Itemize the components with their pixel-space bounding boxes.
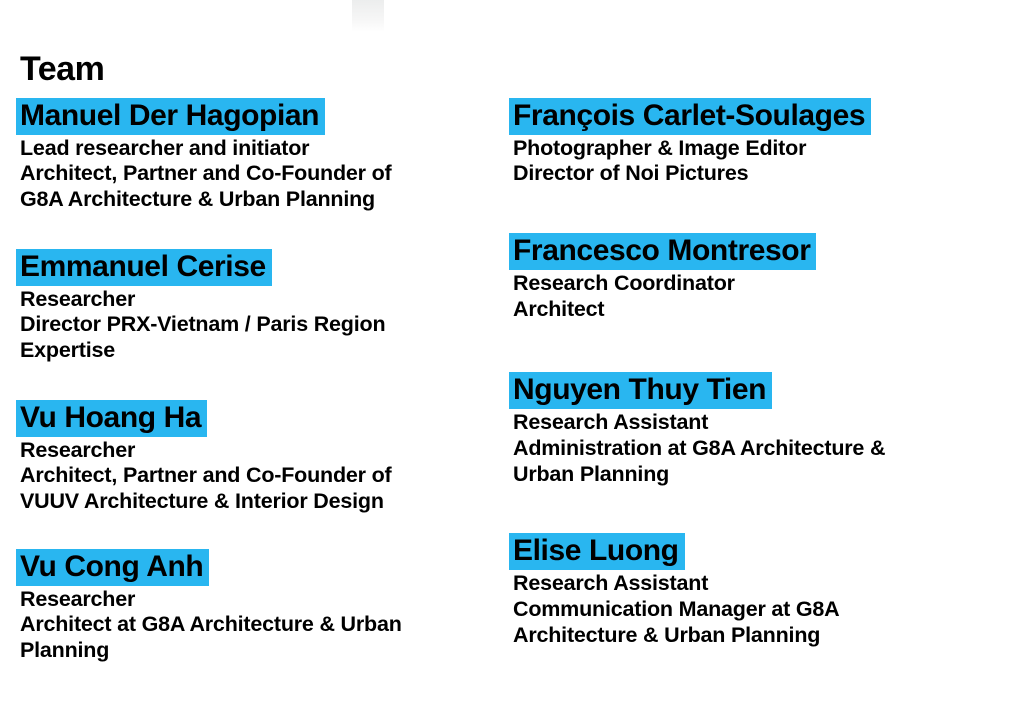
team-member-name: Emmanuel Cerise <box>16 249 272 286</box>
role-line: Architect <box>513 296 605 321</box>
team-member <box>20 249 490 364</box>
team-member-roles <box>20 587 490 664</box>
team-member <box>513 533 993 648</box>
team-member-roles <box>513 136 993 188</box>
role-line: Researcher <box>20 437 136 462</box>
role-line: Lead researcher and initiator <box>20 135 310 160</box>
page-title: Team <box>20 50 105 88</box>
team-member-name: Vu Cong Anh <box>16 549 209 586</box>
role-line: Planning <box>20 638 110 663</box>
role-line: Architecture & Urban Planning <box>513 622 821 647</box>
role-line: Director of Noi Pictures <box>513 161 749 186</box>
team-member-roles <box>513 271 993 323</box>
role-line: Architect, Partner and Co-Founder of <box>20 463 392 488</box>
role-line: Architect, Partner and Co-Founder of <box>20 161 392 186</box>
team-column-left <box>20 98 490 664</box>
role-line: Research Assistant <box>513 409 709 434</box>
team-member-name: Vu Hoang Ha <box>16 400 207 437</box>
role-line: Expertise <box>20 338 116 363</box>
role-line: Urban Planning <box>513 461 670 486</box>
team-member <box>513 98 993 187</box>
team-member-roles <box>20 136 490 213</box>
team-member <box>513 372 993 487</box>
team-member-name: Nguyen Thuy Tien <box>509 372 772 409</box>
team-member <box>20 98 490 213</box>
team-member-roles <box>20 287 490 364</box>
role-line: Communication Manager at G8A <box>513 596 840 621</box>
team-member-name: François Carlet-Soulages <box>509 98 871 135</box>
role-line: Architect at G8A Architecture & Urban <box>20 612 402 637</box>
team-member-name: Elise Luong <box>509 533 685 570</box>
team-member-name: Francesco Montresor <box>509 233 816 270</box>
role-line: Research Assistant <box>513 570 709 595</box>
role-line: Photographer & Image Editor <box>513 135 807 160</box>
team-member <box>20 400 490 515</box>
team-member <box>20 549 490 664</box>
team-column-right <box>513 98 993 648</box>
role-line: VUUV Architecture & Interior Design <box>20 489 384 514</box>
role-line: Director PRX-Vietnam / Paris Region <box>20 312 386 337</box>
role-line: Researcher <box>20 586 136 611</box>
team-member-roles <box>513 571 993 648</box>
team-member-name: Manuel Der Hagopian <box>16 98 325 135</box>
team-member-roles <box>20 438 490 515</box>
role-line: Research Coordinator <box>513 270 735 295</box>
role-line: Administration at G8A Architecture & <box>513 435 886 460</box>
role-line: G8A Architecture & Urban Planning <box>20 187 375 212</box>
role-line: Researcher <box>20 286 136 311</box>
page-artifact <box>352 0 384 32</box>
team-member-roles <box>513 410 993 487</box>
team-member <box>513 233 993 322</box>
